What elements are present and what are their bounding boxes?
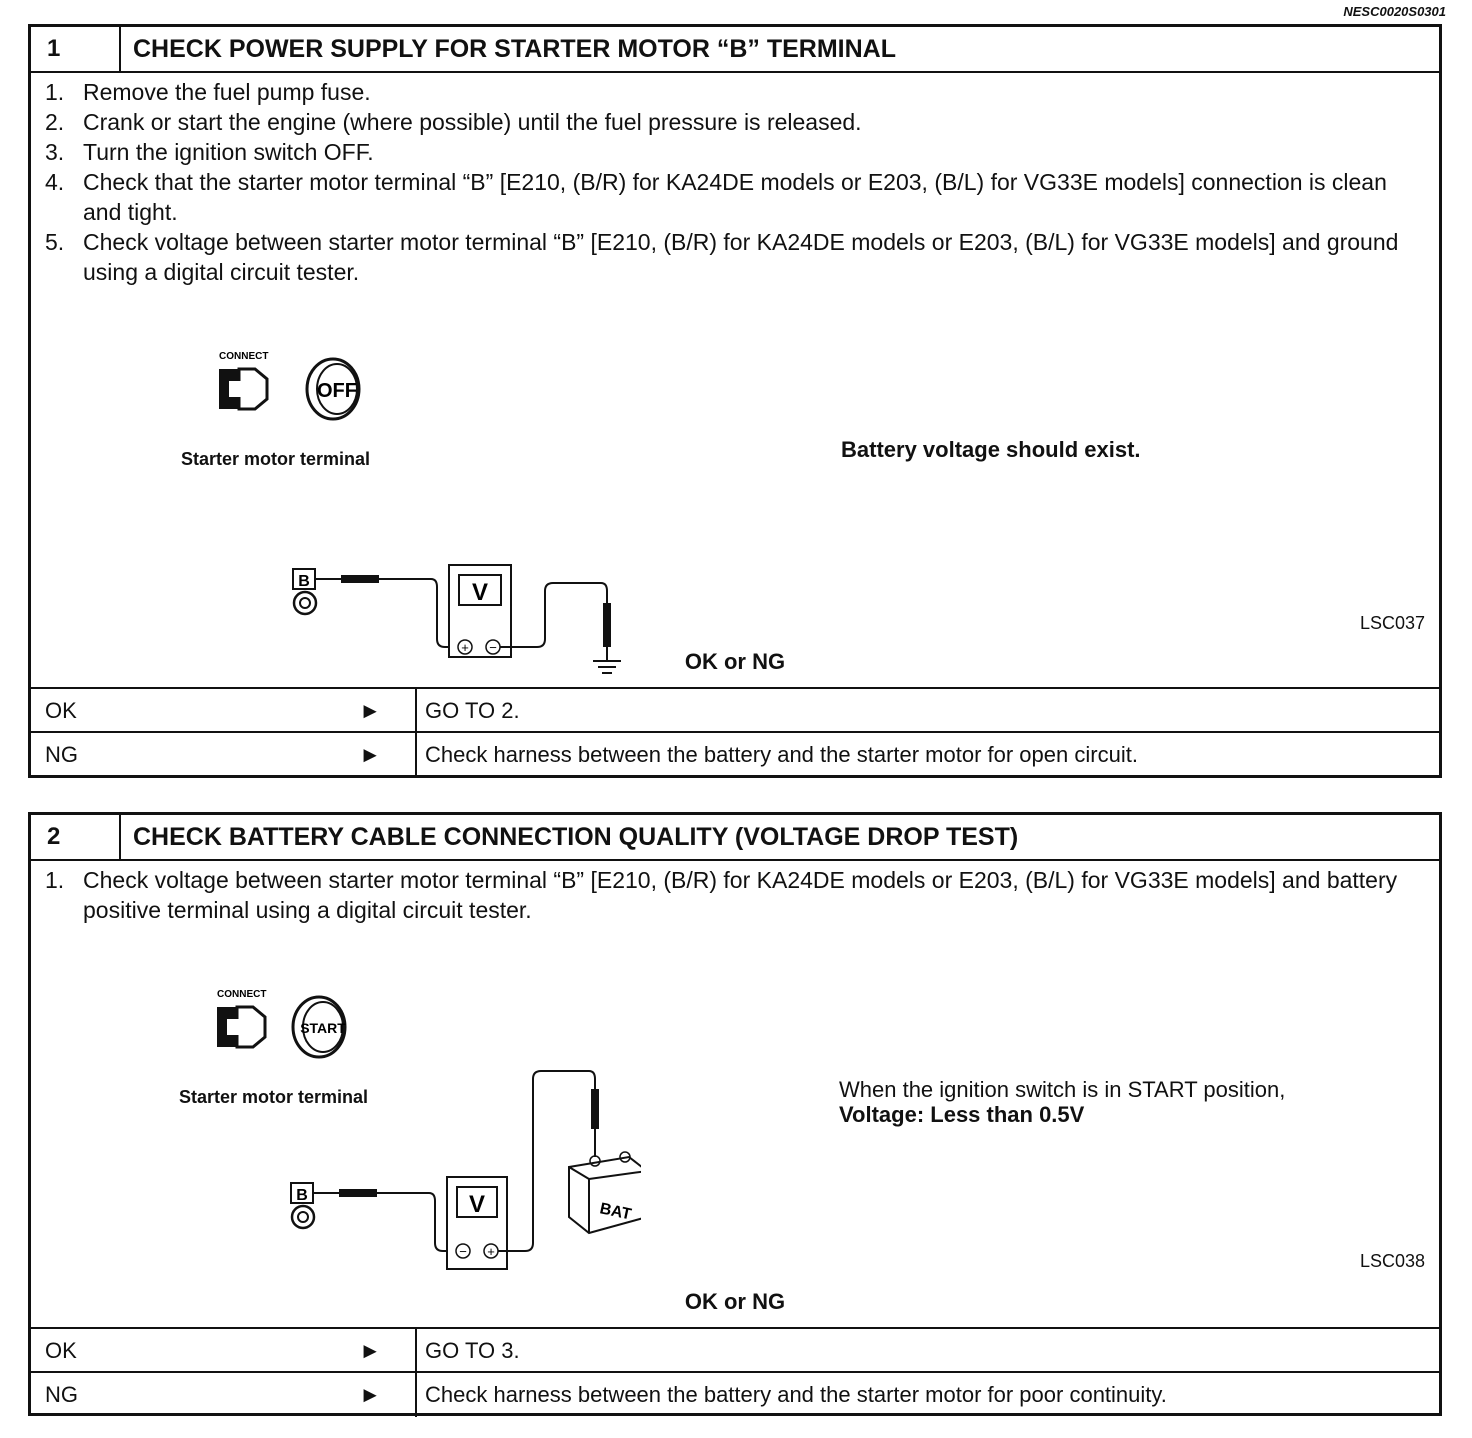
svg-text:CONNECT: CONNECT (217, 989, 267, 1000)
step-block-1 (28, 24, 1442, 778)
test-diagram (181, 343, 631, 663)
step-title: CHECK BATTERY CABLE CONNECTION QUALITY (VOLTAGE DROP TEST) (133, 822, 1019, 851)
result-row-ng (31, 1371, 1439, 1417)
instruction-list (45, 865, 1419, 925)
spec-text: Battery voltage should exist. (841, 437, 1141, 462)
document-reference: NESC0020S0301 (1343, 4, 1446, 19)
svg-text:V: V (471, 579, 489, 606)
result-action: GO TO 3. (425, 1338, 520, 1363)
test-diagram (181, 981, 641, 1301)
arrow-icon: ► (359, 742, 381, 767)
svg-text:+: + (461, 640, 469, 655)
result-row-ok (31, 1327, 1439, 1373)
instruction-item: 2. Crank or start the engine (where possible) until the fuel pressure is released. (45, 109, 862, 135)
svg-text:START: START (300, 1020, 346, 1036)
step-body (31, 73, 1439, 777)
terminal-label: Starter motor terminal (179, 1087, 369, 1107)
result-title: OK or NG (684, 1289, 786, 1314)
result-label: OK (45, 1338, 77, 1363)
instruction-item: 3. Turn the ignition switch OFF. (45, 139, 374, 165)
result-title: OK or NG (684, 649, 786, 674)
ignition-switch-icon (307, 359, 359, 419)
result-action: Check harness between the battery and the starter motor for open circuit. (425, 742, 1138, 767)
result-label: NG (45, 742, 78, 767)
svg-text:−: − (459, 1244, 467, 1259)
svg-text:B: B (298, 573, 310, 590)
svg-text:CONNECT: CONNECT (219, 351, 269, 362)
arrow-icon: ► (359, 1382, 381, 1407)
step-number: 1 (31, 27, 121, 71)
svg-text:OFF: OFF (317, 380, 357, 402)
result-action: Check harness between the battery and the starter motor for poor continuity. (425, 1382, 1167, 1407)
spec-condition: When the ignition switch is in START position, (839, 1077, 1286, 1102)
starter-terminal-b (293, 569, 316, 614)
step-block-2 (28, 812, 1442, 1416)
figure-id: LSC038 (1359, 1251, 1425, 1271)
connector-icon (219, 351, 268, 409)
spec-value: Voltage: Less than 0.5V (839, 1102, 1085, 1127)
result-label: NG (45, 1382, 78, 1407)
result-row-ok (31, 687, 1439, 733)
instruction-item: 5. Check voltage between starter motor terminal “B” [E210, (B/R) for KA24DE models or E203, (B/L) for VG33E models] and ground using a digital circuit tester. (45, 229, 1399, 285)
starter-terminal-b (291, 1183, 314, 1228)
arrow-icon: ► (359, 1338, 381, 1363)
instruction-item: 4. Check that the starter motor terminal “B” [E210, (B/R) for KA24DE models or E203, (B/L) for VG33E models] connection is clean and tight. (45, 169, 1387, 225)
result-label: OK (45, 698, 77, 723)
svg-text:BAT: BAT (598, 1200, 633, 1224)
battery-icon (569, 1152, 641, 1233)
connector-icon (217, 989, 266, 1047)
svg-text:+: + (487, 1244, 495, 1259)
instruction-list (45, 77, 1419, 287)
terminal-label: Starter motor terminal (181, 449, 371, 469)
instruction-item: 1. Check voltage between starter motor terminal “B” [E210, (B/R) for KA24DE models or E203, (B/L) for VG33E models] and battery positive terminal using a digital circuit tester. (45, 867, 1398, 923)
svg-text:B: B (296, 1187, 308, 1204)
figure-id: LSC037 (1359, 613, 1425, 633)
ignition-switch-icon (293, 997, 346, 1057)
voltmeter-icon (447, 1177, 507, 1269)
svg-text:V: V (468, 1191, 486, 1218)
step-title: CHECK POWER SUPPLY FOR STARTER MOTOR “B” TERMINAL (133, 34, 897, 63)
step-header (31, 815, 1439, 861)
step-number: 2 (31, 815, 121, 859)
step-header (31, 27, 1439, 73)
voltmeter-icon (449, 565, 511, 657)
spec-text (839, 1077, 1285, 1127)
result-action: GO TO 2. (425, 698, 520, 723)
svg-text:−: − (489, 640, 497, 655)
instruction-item: 1. Remove the fuel pump fuse. (45, 79, 371, 105)
arrow-icon: ► (359, 698, 381, 723)
result-row-ng (31, 731, 1439, 777)
step-body (31, 861, 1439, 1415)
